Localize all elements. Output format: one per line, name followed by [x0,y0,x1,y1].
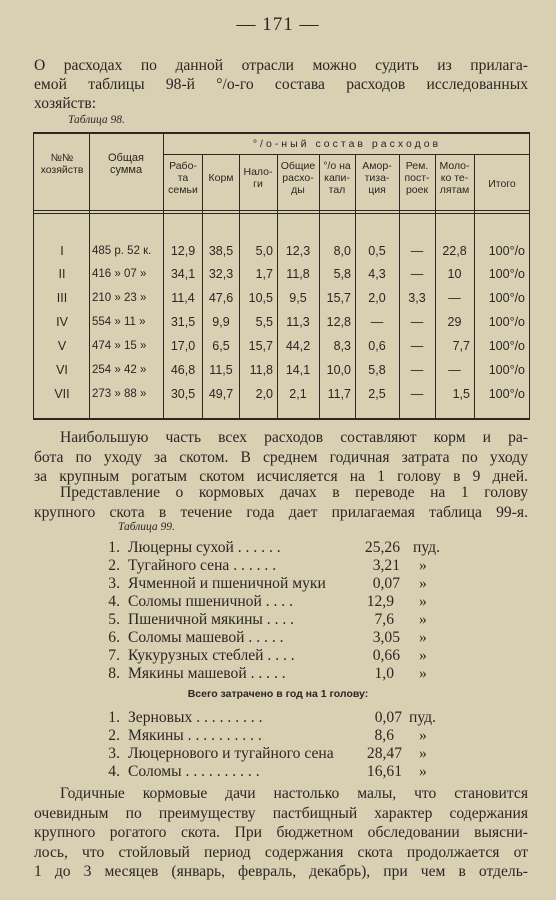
item-unit: пуд. [413,539,440,556]
cell: 100°/о [488,315,525,329]
item-number: 1. [108,709,120,726]
cell: 0,5 [368,244,386,258]
item-name: Мякины машевой . . . . . [128,665,286,682]
row-num: III [56,291,68,305]
cell: 44,2 [285,339,311,353]
item-name: Пшеничной мякины . . . . [128,611,295,628]
cell: 47,6 [208,291,234,305]
item-unit: » [419,575,427,592]
item-value: 3,05 [372,629,400,646]
item-unit: » [419,629,427,646]
row-total: 416 » 07 » [92,268,147,280]
header-col: Амор- тиза- ция [362,160,392,196]
cell: 100°/о [488,267,525,281]
cell: 11,4 [171,291,195,305]
row-num: IV [56,315,68,329]
cell: 9,9 [212,315,230,329]
item-value: 8,6 [374,727,394,744]
cell: 10 [447,267,462,281]
item-unit: » [419,665,427,682]
cell: 1,7 [255,267,273,281]
text-line: за крупным рогатым скотом исчисляется на 1 голову в 9 дней. [34,468,528,485]
header-col: °/о на капи- тал [323,160,351,196]
text-line: Наибольшую часть всех расходов составляют корм и ра- [60,429,528,446]
item-unit: » [419,763,427,780]
header-col: Моло- ко те- лятам [439,160,470,196]
item-number: 4. [108,593,120,610]
table-99-caption: Таблица 99. [118,521,175,533]
row-total: 554 » 11 » [92,316,146,328]
cell: 1,5 [452,387,470,401]
header-col: Общие расхо- ды [280,160,316,196]
item-number: 2. [108,727,120,744]
totals-subheading: Всего затрачено в год на 1 голову: [187,688,369,700]
item-number: 6. [108,629,120,646]
paragraph-2 [34,428,528,487]
item-value: 0,07 [374,709,402,726]
header-col: Итого [488,178,516,190]
cell: 11,5 [209,363,233,377]
cell: 2,0 [255,387,273,401]
cell: — [370,315,384,329]
cell: — [410,363,424,377]
text-line: крупного скота в течение года дает прилагаемая таблица 99-я. [34,503,528,521]
item-value: 0,07 [372,575,400,592]
text-line: хозяйств: [34,95,97,112]
cell: 5,5 [255,315,273,329]
cell: 10,0 [326,363,351,377]
item-unit: » [419,745,427,762]
cell: — [448,291,461,305]
cell: 29 [447,315,462,329]
item-number: 3. [108,575,120,592]
item-name: Соломы . . . . . . . . . . [128,763,260,780]
header-num: №№ хозяйств [40,152,84,176]
item-number: 4. [108,763,120,780]
cell: 5,8 [333,267,351,281]
text-line: Представление о кормовых дачах в переводе на 1 голову [60,484,528,501]
cell: 8,0 [333,244,351,258]
item-value: 3,21 [372,557,400,574]
cell: 0,6 [368,339,386,353]
header-col: Нало- ги [243,166,273,190]
item-name: Мякины . . . . . . . . . . [128,727,262,744]
item-name: Соломы пшеничной . . . . [128,593,293,610]
item-value: 28,47 [366,745,402,762]
row-num: I [60,244,64,258]
row-num: VII [54,387,70,401]
row-total: 273 » 88 » [92,388,147,400]
item-unit: » [419,557,427,574]
item-name: Люцерны сухой . . . . . . [128,539,281,556]
cell: 6,5 [212,339,230,353]
cell: 34,1 [170,267,196,281]
item-unit: » [419,611,427,628]
cell: 5,0 [255,244,273,258]
cell: 46,8 [170,363,196,377]
cell: — [410,339,424,353]
cell: 17,0 [170,339,196,353]
item-number: 2. [108,557,120,574]
item-name: Кукурузных стеблей . . . . [128,647,295,664]
cell: 11,8 [286,267,310,281]
header-group: °/о-ный состав расходов [252,138,442,150]
cell: 11,3 [286,315,310,329]
item-name: Ячменной и пшеничной муки [128,575,326,592]
cell: 3,3 [408,291,426,305]
cell: 8,3 [333,339,351,353]
cell: 12,8 [326,315,351,329]
cell: 100°/о [488,363,525,377]
item-number: 3. [108,745,120,762]
item-number: 7. [108,647,120,664]
cell: 31,5 [170,315,196,329]
text-line: крупного рогатого скота. При бюджетном обследовании выясни- [34,824,528,841]
cell: — [448,363,461,377]
item-number: 5. [108,611,120,628]
row-num: VI [56,363,68,377]
cell: 12,3 [285,244,311,258]
intro-paragraph [34,56,528,113]
item-name: Зерновых . . . . . . . . . [128,709,263,726]
row-total: 485 р. 52 к. [92,245,152,257]
cell: 100°/о [488,244,525,258]
cell: 15,7 [326,291,351,305]
table-98-caption: Таблица 98. [68,114,125,126]
cell: 5,8 [368,363,386,377]
header-total: Общая сумма [108,152,144,176]
item-value: 12,9 [366,593,394,610]
cell: 100°/о [488,339,525,353]
text-line: О расходах по данной отрасли можно судить из прилага- [34,57,528,74]
item-unit: » [419,727,427,744]
cell: 49,7 [208,387,234,401]
cell: 38,5 [208,244,234,258]
cell: 2,0 [368,291,386,305]
row-total: 210 » 23 » [92,292,147,304]
item-unit: » [419,593,427,610]
item-name: Люцернового и тугайного сена [128,745,334,762]
item-number: 1. [108,539,120,556]
text-line: лось, что стойловый период содержания скота продолжается от [34,843,528,861]
item-unit: » [419,647,427,664]
row-num: II [58,267,66,281]
paragraph-3 [34,483,528,522]
item-value: 16,61 [366,763,402,780]
cell: 9,5 [289,291,307,305]
page-number: — 171 — [236,14,320,35]
item-name: Тугайного сена . . . . . . [128,557,277,574]
cell: 7,7 [452,339,470,353]
cell: — [410,244,424,258]
table-98 [33,132,530,420]
cell: 100°/о [488,291,525,305]
cell: 2,1 [289,387,307,401]
cell: 30,5 [170,387,196,401]
cell: 14,1 [285,363,311,377]
text-line: 1 до 3 месяцев (январь, февраль, декабрь), при чем в отдель- [34,863,528,880]
cell: 12,9 [170,244,196,258]
cell: 4,3 [368,267,386,281]
cell: 32,3 [208,267,234,281]
item-value: 1,0 [374,665,394,682]
text-line: очевидным по преимуществу пастбищный характер содержания [34,804,528,822]
text-line: Годичные кормовые дачи настолько малы, что становится [60,785,528,802]
cell: 11,8 [249,363,273,377]
cell: 2,5 [368,387,386,401]
item-number: 8. [108,665,120,682]
text-line: бота по уходу за скотом. В среднем годичная затрата по уходу [34,448,528,466]
cell: 15,7 [248,339,273,353]
cell: 11,7 [327,387,351,401]
row-total: 254 » 42 » [92,364,147,376]
paragraph-4 [34,784,528,882]
item-value: 25,26 [364,539,400,556]
cell: 22,8 [442,244,467,258]
item-value: 0,66 [372,647,400,664]
cell: — [410,387,424,401]
row-total: 474 » 15 » [92,340,147,352]
cell: 100°/о [488,387,525,401]
cell: 10,5 [248,291,273,305]
row-num: V [57,339,67,353]
header-col: Рабо- та семьи [168,160,198,196]
text-line: емой таблицы 98-й °/о-го состава расходов исследованных [34,76,528,93]
item-name: Соломы машевой . . . . . [128,629,284,646]
item-value: 7,6 [374,611,394,628]
cell: — [410,267,424,281]
header-col: Корм [208,172,234,184]
item-unit: пуд. [409,709,436,726]
header-col: Рем. пост- роек [404,160,430,196]
cell: — [410,315,424,329]
